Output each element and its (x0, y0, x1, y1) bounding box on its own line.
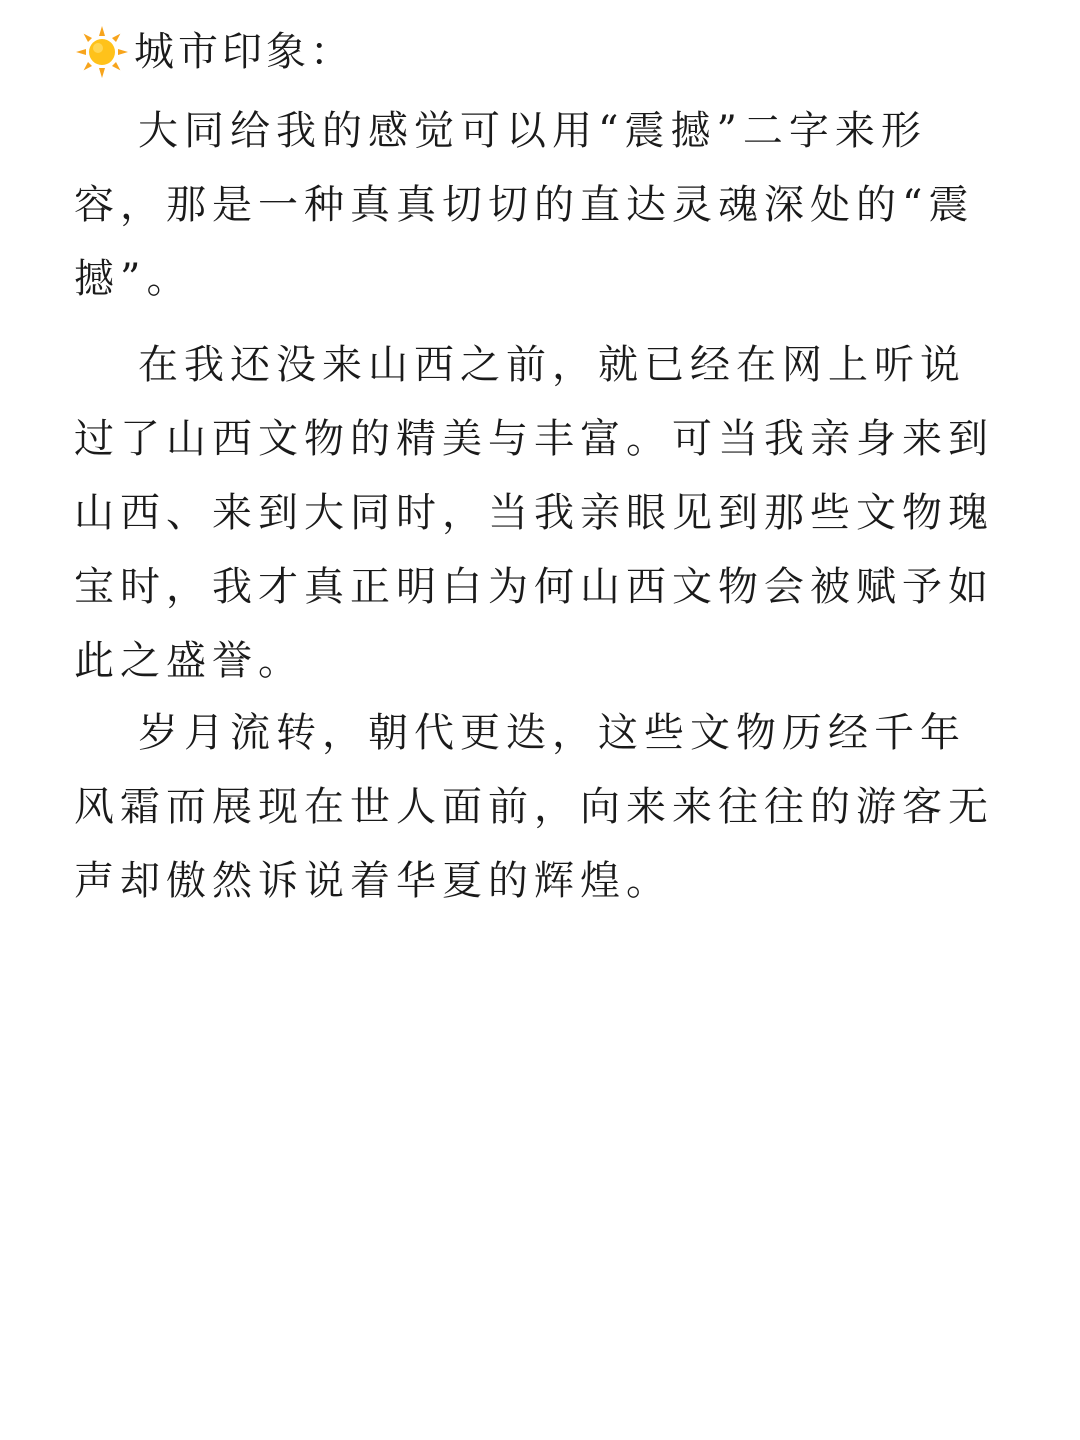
paragraph: 大同给我的感觉可以用“震撼”二字来形容，那是一种真真切切的直达灵魂深处的“震撼”。 (74, 108, 975, 302)
paragraph: 岁月流转，朝代更迭，这些文物历经千年风霜而展现在世人面前，向来来往往的游客无声却傲然诉说着华夏的辉煌。 (74, 710, 994, 904)
paragraph: 在我还没来山西之前，就已经在网上听说过了山西文物的精美与丰富。可当我亲身来到山西、来到大同时，当我亲眼见到那些文物瑰宝时，我才真正明白为何山西文物会被赋予如此之盛誉。 (74, 342, 994, 684)
heading-title: 城市印象： (134, 29, 354, 75)
sun-icon (74, 24, 130, 80)
section-heading (74, 22, 354, 82)
